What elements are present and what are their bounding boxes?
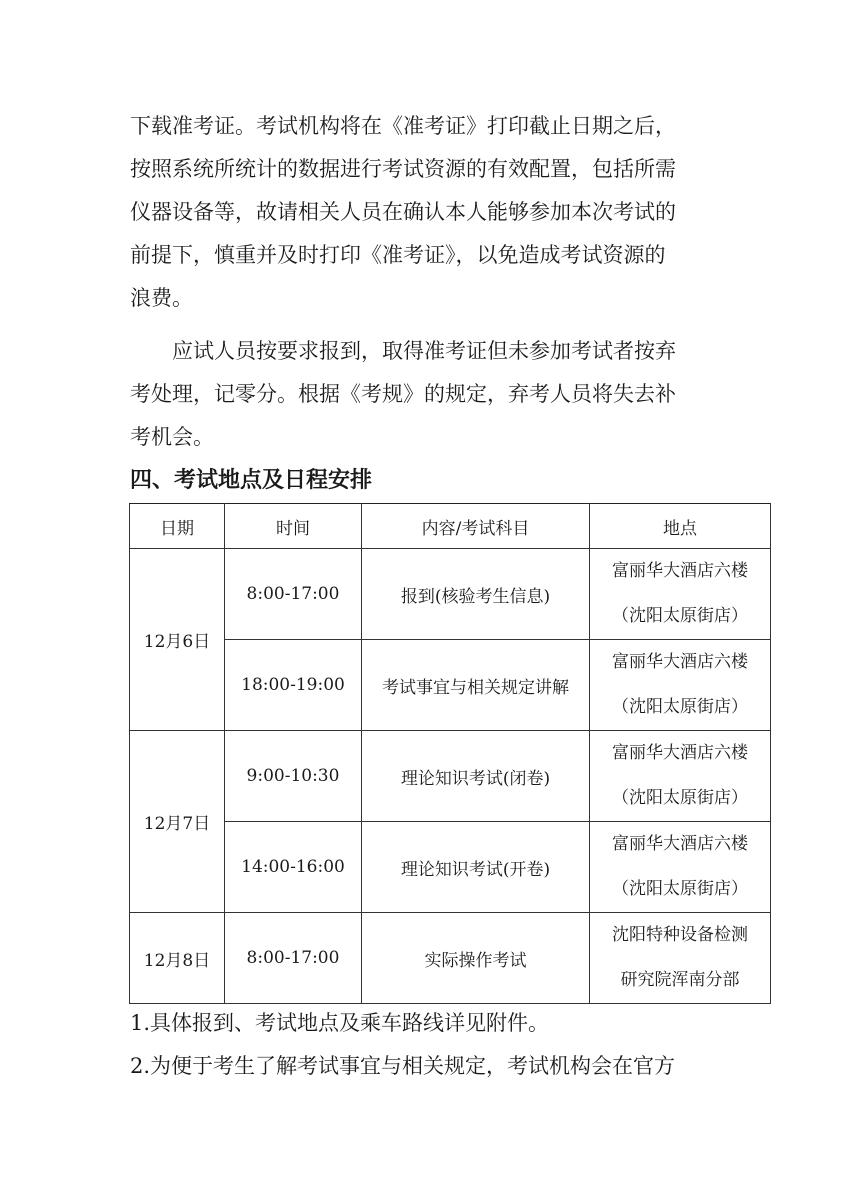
- content-cell: 理论知识考试(开卷): [362, 822, 590, 913]
- paragraph-line: 仪器设备等，故请相关人员在确认本人能够参加本次考试的: [130, 200, 676, 224]
- time-cell: 18:00-19:00: [225, 640, 362, 731]
- location-cell: [590, 549, 771, 640]
- paragraph-line: 考机会。: [130, 425, 214, 449]
- location-cell: [590, 822, 771, 913]
- date-cell: 12月8日: [130, 913, 225, 1004]
- schedule-table: [129, 503, 771, 1004]
- column-header-location: 地点: [590, 504, 771, 549]
- paragraph-line: 应试人员按要求报到，取得准考证但未参加考试者按弃: [130, 339, 676, 363]
- location-cell: [590, 731, 771, 822]
- table-row: [130, 731, 771, 822]
- note-item: 2.为便于考生了解考试事宜与相关规定，考试机构会在官方: [130, 1054, 676, 1078]
- paragraph-line: 按照系统所统计的数据进行考试资源的有效配置，包括所需: [130, 157, 676, 181]
- column-header-date: 日期: [130, 504, 225, 549]
- location-line: （沈阳太原街店）: [612, 788, 748, 808]
- location-line: 富丽华大酒店六楼: [612, 561, 748, 581]
- date-cell: 12月7日: [130, 731, 225, 913]
- paragraph-admission-ticket: [130, 105, 730, 320]
- paragraph-line: 前提下，慎重并及时打印《准考证》，以免造成考试资源的: [130, 243, 666, 267]
- location-line: （沈阳太原街店）: [612, 879, 748, 899]
- paragraph-absence-rule: [130, 330, 730, 459]
- column-header-time: 时间: [225, 504, 362, 549]
- paragraph-line: 下载准考证。考试机构将在《准考证》打印截止日期之后，: [130, 114, 676, 138]
- location-line: 研究院浑南分部: [620, 970, 740, 990]
- content-cell: 实际操作考试: [362, 913, 590, 1004]
- section-heading: 四、考试地点及日程安排: [130, 468, 373, 493]
- location-line: 富丽华大酒店六楼: [612, 743, 748, 763]
- date-cell: 12月6日: [130, 549, 225, 731]
- location-line: 富丽华大酒店六楼: [612, 834, 748, 854]
- note-item: 1.具体报到、考试地点及乘车路线详见附件。: [130, 1011, 550, 1035]
- time-cell: 8:00-17:00: [225, 549, 362, 640]
- content-cell: 报到(核验考生信息): [362, 549, 590, 640]
- time-cell: 14:00-16:00: [225, 822, 362, 913]
- column-header-content: 内容/考试科目: [362, 504, 590, 549]
- location-line: 沈阳特种设备检测: [612, 925, 748, 945]
- table-row: [130, 913, 771, 1004]
- paragraph-line: 考处理，记零分。根据《考规》的规定，弃考人员将失去补: [130, 382, 676, 406]
- content-cell: 理论知识考试(闭卷): [362, 731, 590, 822]
- location-cell: [590, 640, 771, 731]
- location-line: （沈阳太原街店）: [612, 697, 748, 717]
- time-cell: 8:00-17:00: [225, 913, 362, 1004]
- location-line: （沈阳太原街店）: [612, 606, 748, 626]
- table-row: [130, 822, 771, 913]
- location-cell: [590, 913, 771, 1004]
- paragraph-line: 浪费。: [130, 286, 193, 310]
- table-header-row: [130, 504, 771, 549]
- time-cell: 9:00-10:30: [225, 731, 362, 822]
- content-cell: 考试事宜与相关规定讲解: [362, 640, 590, 731]
- table-row: [130, 640, 771, 731]
- table-row: [130, 549, 771, 640]
- location-line: 富丽华大酒店六楼: [612, 652, 748, 672]
